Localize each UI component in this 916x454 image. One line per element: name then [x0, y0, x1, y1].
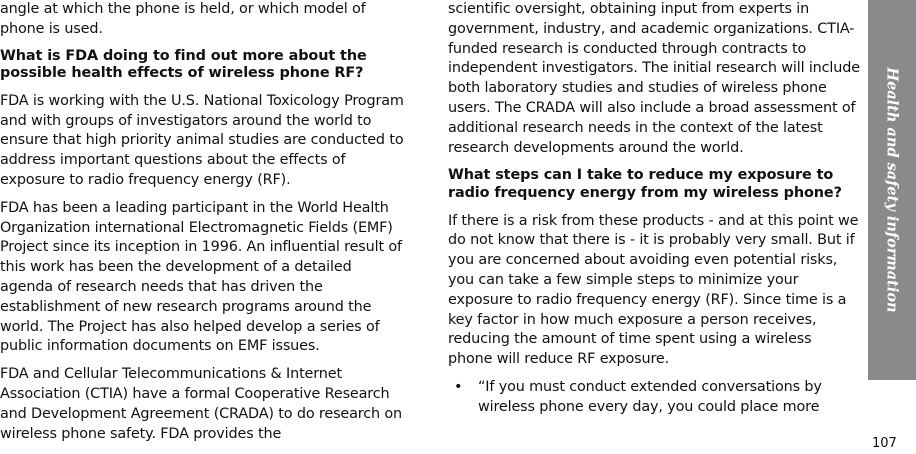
section-heading-fda-research: What is FDA doing to find out more about the possible health effects of wireless phone RF? — [0, 47, 367, 82]
right-paragraph-2: If there is a risk from these products - and at this point we do not know that there is - it is probably very small. But if you are concerned about avoiding even potential risks, you can take a few simple steps to minimize your exposure to radio frequency energy (RF). Since time is a key factor in how much exposure a person receives, reducing the amount of time spent using a wireless phone will reduce RF exposure. — [448, 212, 859, 368]
left-paragraph-1: angle at which the phone is held, or which model of phone is used. — [0, 1, 366, 37]
section-heading-reduce-exposure: What steps can I take to reduce my exposure to radio frequency energy from my wireless phone? — [448, 167, 842, 201]
bullet-marker: • — [454, 378, 463, 395]
page-number: 107 — [872, 436, 897, 451]
bullet-text: “If you must conduct extended conversations by wireless phone every day, you could place more — [478, 378, 822, 415]
right-column — [448, 0, 860, 418]
left-paragraph-3: FDA has been a leading participant in the World Health Organization international Electromagnetic Fields (EMF) Project since its inception in 1996. An influential result of this work has been the development of a detailed agenda of research needs that has driven the establishment of new research programs around the world. The Project has also helped develop a series of public information documents on EMF issues. — [0, 199, 402, 355]
left-paragraph-4: FDA and Cellular Telecommunications & Internet Association (CTIA) have a formal Cooperative Research and Development Agreement (CRADA) to do research on wireless phone safety. FDA provides the — [0, 366, 403, 442]
right-paragraph-1: scientific oversight, obtaining input from experts in government, industry, and academic organizations. CTIA-funded research is conducted through contracts to independent investigators. The initial research will include both laboratory studies and studies of wireless phone users. The CRADA will also include a broad assessment of additional research needs in the context of the latest research developments around the world. — [448, 1, 860, 156]
left-column — [0, 0, 408, 444]
left-paragraph-2: FDA is working with the U.S. National Toxicology Program and with groups of investigators around the world to ensure that high priority animal studies are conducted to address important questions about the effects of exposure to radio frequency energy (RF). — [0, 92, 404, 188]
side-tab-label: Health and safety information — [883, 67, 901, 313]
bullet-item — [448, 378, 860, 418]
section-side-tab — [868, 0, 916, 380]
